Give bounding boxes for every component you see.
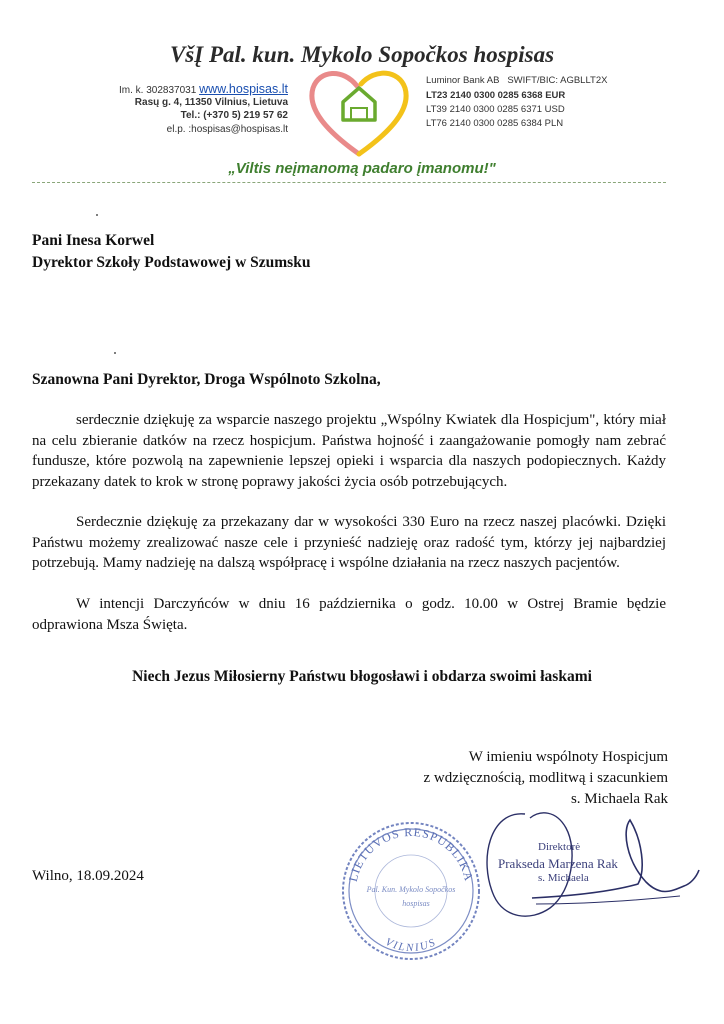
website-link[interactable]: www.hospisas.lt (199, 82, 288, 96)
stamp-center-line-1: Pal. Kun. Mykolo Sopočkos (366, 885, 456, 894)
recipient-name: Pani Inesa Korwel (32, 232, 155, 249)
header-divider (32, 182, 666, 183)
letter-paragraph-2: Serdecznie dziękuję za przekazany dar w wysokości 330 Euro na rzecz naszej placówki. Dzięki Państwu możemy zrealizować nasze cele i przynieść nadzieję oraz radość tym, którzy jej najbardziej potrzebują. Mamy nadzieję na dalszą współpracę i wspólne działania na rzecz naszych pacjentów. (32, 514, 666, 571)
official-stamp (336, 816, 486, 966)
address: Rasų g. 4, 11350 Vilnius, Lietuva (134, 97, 288, 108)
place-date: Wilno, 18.09.2024 (32, 868, 144, 884)
company-code: Im. k. 302837031 (119, 85, 197, 96)
iban-usd: LT39 2140 0300 0285 6371 USD (426, 104, 565, 115)
signatory-name: Prakseda Marzena Rak (498, 856, 618, 871)
hospice-logo (303, 64, 415, 158)
bank-line (426, 75, 607, 86)
stamp-bottom-text: VILNIUS (383, 936, 439, 955)
bank-name: Luminor Bank AB (426, 75, 500, 86)
phone: Tel.: (+370 5) 219 57 62 (180, 110, 288, 121)
organization-title: VšĮ Pal. kun. Mykolo Sopočkos hospisas (169, 42, 555, 67)
scan-speck (114, 352, 116, 354)
recipient-title: Dyrektor Szkoły Podstawowej w Szumsku (32, 254, 311, 271)
signatory-role: Direktorė (538, 841, 581, 853)
motto: „Viltis neįmanomą padaro įmanomu!" (228, 160, 496, 177)
closing-line-3: s. Michaela Rak (570, 791, 668, 807)
blessing: Niech Jezus Miłosierny Państwu błogosławi i obdarza swoimi łaskami (132, 668, 592, 685)
svg-text:LIETUVOS RESPUBLIKA (346, 825, 476, 883)
email: el.p. :hospisas@hospisas.lt (166, 124, 288, 135)
iban-pln: LT76 2140 0300 0285 6384 PLN (426, 118, 564, 129)
svg-text:VILNIUS (383, 936, 438, 954)
swift-code: SWIFT/BIC: AGBLLT2X (507, 75, 608, 86)
letter-paragraph-1: serdecznie dziękuję za wsparcie naszego projektu „Wspólny Kwiatek dla Hospicjum", który miał na celu zbieranie datków na rzecz hospicjum. Państwa hojność i zaangażowanie pomogły nam zebrać fundusze, które pozwolą na zapewnienie lepszej opieki i wsparcia dla naszych podopiecznych. Każdy przekazany datek to krok w stronę poprawy jakości życia osób potrzebujących. (32, 412, 666, 490)
closing-line-2: z wdzięcznością, modlitwą i szacunkiem (423, 770, 668, 786)
iban-eur: LT23 2140 0300 0285 6368 EUR (426, 90, 566, 101)
signatory-name-2: s. Michaela (538, 872, 589, 884)
stamp-top-text: LIETUVOS RESPUBLIKA (345, 824, 477, 883)
salutation: Szanowna Pani Dyrektor, Droga Wspólnoto Szkolna, (32, 371, 381, 388)
stamp-center-line-2: hospisas (402, 899, 430, 908)
letter-paragraph-3: W intencji Darczyńców w dniu 16 października o godz. 10.00 w Ostrej Bramie będzie odprawiona Msza Święta. (32, 596, 666, 633)
logo-house (343, 88, 375, 120)
company-code-line (119, 82, 288, 96)
scan-speck (96, 214, 98, 216)
closing-line-1: W imieniu wspólnoty Hospicjum (468, 749, 668, 765)
